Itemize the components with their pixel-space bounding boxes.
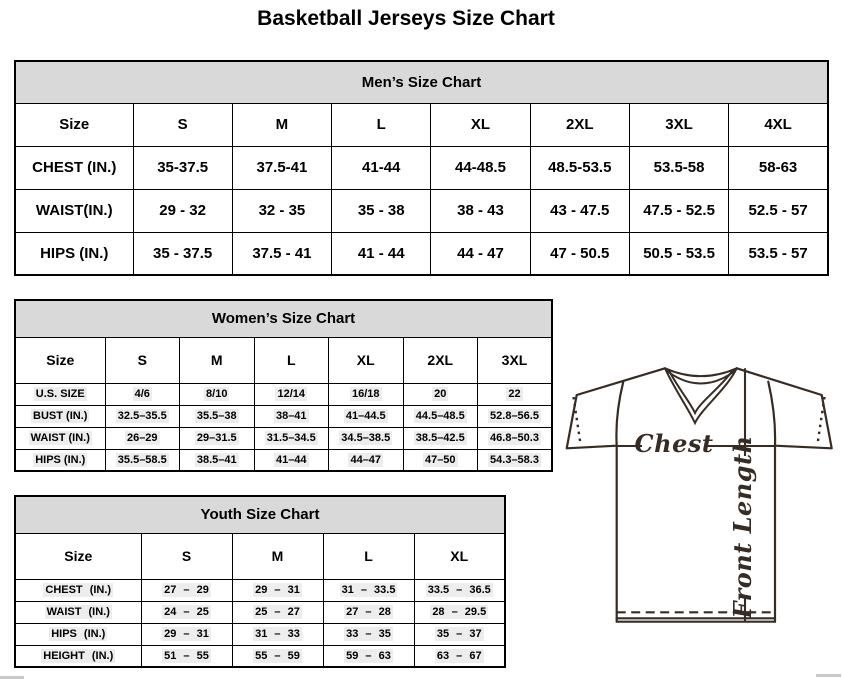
value-text: 31.5–34.5 (266, 432, 316, 444)
value-cell (105, 427, 180, 449)
size-col-header: M (232, 533, 323, 579)
row-label-text: HIPS (IN.) (51, 628, 106, 640)
size-col-header: L (254, 337, 329, 383)
value-text: 54.3–58.3 (490, 453, 539, 466)
value-cell: 53.5-58 (629, 146, 728, 189)
row-label (15, 383, 105, 405)
value-cell (414, 645, 505, 667)
value-cell: 43 - 47.5 (530, 189, 629, 232)
value-cell: 50.5 - 53.5 (629, 232, 728, 275)
value-text: 31 – 33 (255, 628, 300, 640)
size-col-header: L (332, 103, 431, 146)
value-text: 26–29 (126, 432, 158, 444)
value-cell: 38 - 43 (431, 189, 530, 232)
value-cell (180, 383, 255, 405)
row-label-text: BUST (IN.) (33, 410, 88, 422)
value-cell (180, 449, 255, 471)
womens-table-title: Women’s Size Chart (15, 300, 552, 337)
row-label (15, 601, 141, 623)
row-label-text: WAIST (IN.) (46, 606, 110, 618)
value-cell (403, 427, 478, 449)
row-label-text: U.S. SIZE (35, 388, 85, 400)
womens-size-row (15, 337, 552, 383)
value-cell (329, 449, 404, 471)
value-cell (254, 449, 329, 471)
womens-size-chart-table (14, 299, 553, 472)
value-text: 22 (508, 388, 521, 400)
value-text: 38–41 (275, 410, 307, 422)
value-text: 35 – 37 (436, 628, 482, 640)
value-text: 29 – 31 (255, 584, 300, 596)
value-cell (232, 601, 323, 623)
value-cell (403, 405, 478, 427)
row-label (15, 449, 105, 471)
value-cell (478, 383, 553, 405)
youth-size-chart-table (14, 495, 506, 668)
value-cell: 37.5-41 (232, 146, 331, 189)
value-text: 4/6 (134, 388, 150, 400)
value-cell (105, 449, 180, 471)
womens-table-header-row (15, 300, 552, 337)
value-text: 52.8–56.5 (490, 410, 539, 422)
value-text: 27 – 29 (164, 584, 209, 596)
mens-waist-row (15, 189, 828, 232)
collar-back-curve-1 (665, 368, 737, 376)
value-text: 44.5–48.5 (415, 410, 465, 422)
jersey-diagram (560, 360, 836, 628)
value-text: 25 – 27 (255, 606, 300, 618)
chest-label: Chest (634, 429, 714, 458)
value-text: 47–50 (424, 453, 456, 466)
value-cell: 35-37.5 (133, 146, 232, 189)
value-cell: 29 - 32 (133, 189, 232, 232)
size-col-header: 3XL (629, 103, 728, 146)
womens-hips-row (15, 449, 552, 471)
value-text: 35.5–38 (196, 410, 237, 422)
youth-chest-row (15, 579, 505, 601)
value-text: 33.5 – 36.5 (427, 584, 491, 596)
value-cell: 48.5-53.5 (530, 146, 629, 189)
size-col-header: XL (329, 337, 404, 383)
value-text: 38.5–42.5 (415, 432, 465, 444)
value-cell (478, 449, 553, 471)
youth-table-title: Youth Size Chart (15, 496, 505, 533)
value-cell: 35 - 37.5 (133, 232, 232, 275)
v-neck-collar (665, 368, 737, 423)
value-cell: 58-63 (729, 146, 828, 189)
value-cell (141, 601, 232, 623)
value-cell (323, 623, 414, 645)
size-column-label: Size (15, 533, 141, 579)
value-text: 55 – 59 (255, 649, 300, 662)
right-cuff-dashed-line (818, 397, 825, 444)
value-text: 29 – 31 (164, 628, 209, 640)
value-cell (478, 405, 553, 427)
row-label: CHEST (IN.) (15, 146, 133, 189)
value-cell (414, 623, 505, 645)
size-col-header: S (141, 533, 232, 579)
mens-size-chart-table (14, 60, 829, 276)
size-col-header: XL (414, 533, 505, 579)
value-cell: 44-48.5 (431, 146, 530, 189)
value-cell (403, 449, 478, 471)
value-cell (180, 405, 255, 427)
size-col-header: L (323, 533, 414, 579)
value-cell (180, 427, 255, 449)
value-cell: 53.5 - 57 (729, 232, 828, 275)
row-label (15, 623, 141, 645)
front-length-label: Front Length (728, 435, 757, 619)
value-cell (478, 427, 553, 449)
value-cell (141, 623, 232, 645)
youth-height-row (15, 645, 505, 667)
value-text: 29–31.5 (196, 432, 237, 444)
row-label (15, 405, 105, 427)
mens-hips-row (15, 232, 828, 275)
size-col-header: S (105, 337, 180, 383)
value-cell: 37.5 - 41 (232, 232, 331, 275)
youth-hips-row (15, 623, 505, 645)
value-text: 41–44.5 (345, 410, 386, 422)
jersey-svg (560, 360, 836, 628)
value-text: 41–44 (275, 453, 307, 466)
value-cell (323, 601, 414, 623)
value-cell: 41 - 44 (332, 232, 431, 275)
right-armhole-seam (768, 382, 775, 446)
womens-waist-row (15, 427, 552, 449)
size-col-header: M (232, 103, 331, 146)
value-cell: 44 - 47 (431, 232, 530, 275)
womens-bust-row (15, 405, 552, 427)
value-cell: 32 - 35 (232, 189, 331, 232)
mens-size-row (15, 103, 828, 146)
value-cell (414, 601, 505, 623)
size-column-label: Size (15, 337, 105, 383)
scrollbar-fragment-right[interactable] (816, 674, 841, 677)
value-cell (105, 405, 180, 427)
size-col-header: M (180, 337, 255, 383)
size-col-header: 2XL (530, 103, 629, 146)
left-armhole-seam (616, 382, 623, 446)
row-label-text: WAIST (IN.) (30, 432, 90, 444)
value-text: 12/14 (277, 388, 306, 400)
value-text: 20 (434, 388, 447, 400)
value-text: 34.5–38.5 (341, 432, 391, 444)
value-text: 31 – 33.5 (341, 584, 396, 596)
row-label-text: HIPS (IN.) (35, 453, 86, 466)
value-cell (254, 427, 329, 449)
mens-chest-row (15, 146, 828, 189)
row-label: WAIST(IN.) (15, 189, 133, 232)
value-cell (403, 383, 478, 405)
row-label: HIPS (IN.) (15, 232, 133, 275)
value-cell (329, 383, 404, 405)
value-cell (323, 645, 414, 667)
size-col-header: 4XL (729, 103, 828, 146)
value-cell: 47.5 - 52.5 (629, 189, 728, 232)
size-col-header: S (133, 103, 232, 146)
value-cell (323, 579, 414, 601)
row-label (15, 645, 141, 667)
mens-table-title: Men’s Size Chart (15, 61, 828, 103)
page-title: Basketball Jerseys Size Chart (257, 7, 555, 30)
value-cell (232, 645, 323, 667)
value-cell (254, 405, 329, 427)
size-col-header: 3XL (478, 337, 553, 383)
value-text: 38.5–41 (196, 453, 237, 466)
row-label-text: CHEST (IN.) (45, 584, 112, 596)
value-text: 8/10 (206, 388, 228, 400)
value-cell (141, 645, 232, 667)
youth-size-row (15, 533, 505, 579)
row-label-text: HEIGHT (IN.) (43, 649, 114, 662)
row-label (15, 427, 105, 449)
youth-waist-row (15, 601, 505, 623)
value-cell (329, 427, 404, 449)
value-text: 33 – 35 (346, 628, 391, 640)
value-text: 24 – 25 (164, 606, 209, 618)
value-text: 51 – 55 (164, 649, 209, 662)
value-cell (329, 405, 404, 427)
mens-table-header-row (15, 61, 828, 103)
value-cell: 52.5 - 57 (729, 189, 828, 232)
value-text: 28 – 29.5 (432, 606, 487, 618)
value-cell: 41-44 (332, 146, 431, 189)
size-column-label: Size (15, 103, 133, 146)
value-text: 44–47 (350, 453, 382, 466)
womens-us-size-row (15, 383, 552, 405)
size-col-header: 2XL (403, 337, 478, 383)
value-text: 16/18 (351, 388, 380, 400)
value-cell: 47 - 50.5 (530, 232, 629, 275)
value-cell: 35 - 38 (332, 189, 431, 232)
value-cell (105, 383, 180, 405)
value-text: 35.5–58.5 (117, 453, 167, 466)
value-cell (232, 579, 323, 601)
value-text: 59 – 63 (346, 649, 391, 662)
value-text: 27 – 28 (346, 606, 391, 618)
value-cell (414, 579, 505, 601)
value-cell (254, 383, 329, 405)
value-text: 32.5–35.5 (117, 410, 167, 422)
size-col-header: XL (431, 103, 530, 146)
value-text: 46.8–50.3 (490, 432, 539, 444)
row-label (15, 579, 141, 601)
value-cell (141, 579, 232, 601)
youth-table-header-row (15, 496, 505, 533)
left-cuff-dashed-line (574, 397, 581, 444)
value-text: 63 – 67 (436, 649, 482, 662)
value-cell (232, 623, 323, 645)
